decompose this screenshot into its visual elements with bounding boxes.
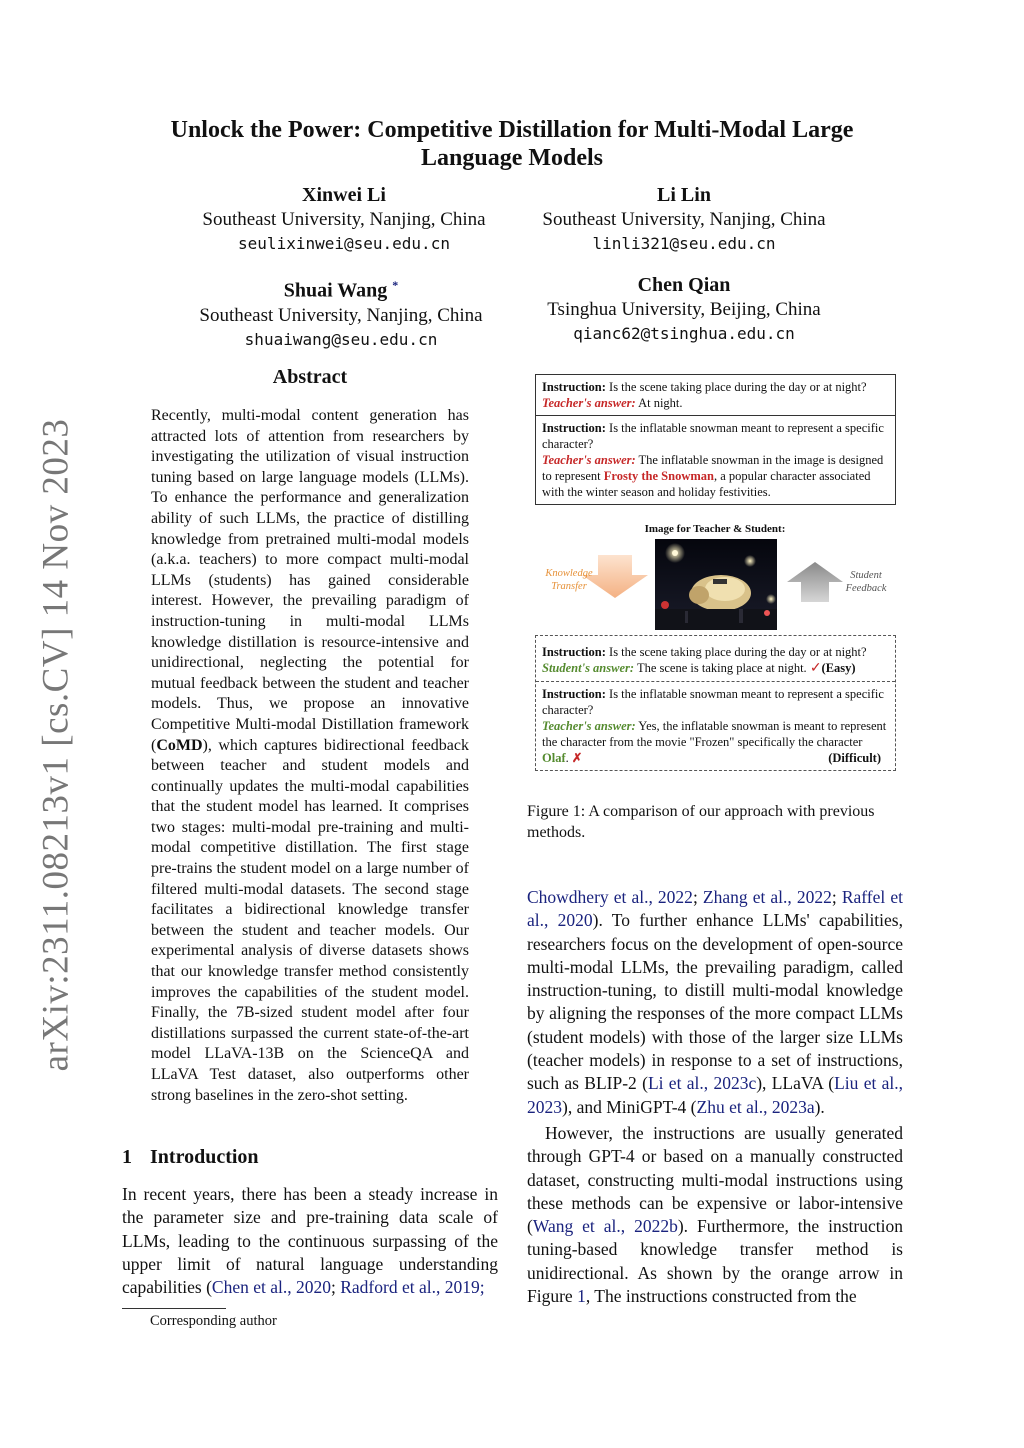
citation-link[interactable]: Liu et al., 2023 bbox=[527, 1073, 904, 1117]
corresponding-mark: * bbox=[392, 278, 399, 292]
student-qa-box bbox=[535, 635, 896, 771]
citation-link[interactable]: Zhu et al., 2023a bbox=[696, 1096, 815, 1117]
author-block-1 bbox=[154, 183, 534, 256]
author-name: Xinwei Li bbox=[302, 184, 386, 206]
author-email: linli321@seu.edu.cn bbox=[592, 234, 776, 253]
author-name: Chen Qian bbox=[637, 274, 731, 296]
paragraph: However, the instructions are usually generated through GPT-4 or based on a manually constructed dataset, constructing multi-modal instructions using these methods can be expensive or labor-intensive (Wang et al., 2022b). Furthermore, the instruction tuning-based knowledge transfer method is unidirectional. As shown by the orange arrow in Figure 1, The instructions constructed from the bbox=[527, 1122, 903, 1307]
footnote: Corresponding author bbox=[150, 1313, 277, 1329]
citation-link[interactable]: Chowdhery et al., 2022 bbox=[527, 887, 693, 907]
author-affiliation: Southeast University, Nanjing, China bbox=[199, 304, 483, 326]
citation-link[interactable]: Radford et al., 2019 bbox=[340, 1277, 480, 1298]
author-email: shuaiwang@seu.edu.cn bbox=[244, 329, 438, 349]
cross-icon: ✗ bbox=[571, 751, 583, 765]
qa-item: Instruction: Is the inflatable snowman meant to represent a specific character? Teacher's answer: The inflatable snowman in the image is designed to represent Frosty the Snowman, a popular character associated with the winter season and holiday festivities. bbox=[536, 415, 895, 504]
footnote-rule bbox=[122, 1308, 226, 1309]
paragraph: Chowdhery et al., 2022; Zhang et al., 2022; Raffel et al., 2020). To further enhance LLMs' capabilities, researchers focus on the development of open-source multi-modal LLMs, the prevailing paradigm, called instruction-tuning, to distill multi-modal knowledge by aligning the responses of the more compact LLMs (student models) with those of the larger size LLMs (teacher models) in response to a set of instructions, such as BLIP-2 (Li et al., 2023c), LLaVA (Liu et al., 2023), and MiniGPT-4 (Zhu et al., 2023a). bbox=[527, 887, 904, 1117]
citation-link[interactable]: Wang et al., 2022b bbox=[532, 1216, 678, 1237]
author-email: seulixinwei@seu.edu.cn bbox=[238, 234, 450, 253]
section-heading: 1 Introduction bbox=[122, 1146, 259, 1168]
abstract-text: Recently, multi-modal content generation has attracted lots of attention from researchers by investigating the utilization of visual instruction tuning based on large language models (LLMs). To enhance the performance and generalization ability of such LLMs, the practice of distilling knowledge from pretrained multi-modal models (a.k.a. teachers) to more compact multi-modal LLMs (students) has gained considerable interest. However, the prevailing paradigm of instruction-tuning in multi-modal LLMs knowledge distillation is resource-intensive and unidirectional, neglecting the potential for mutual feedback between the student and teacher models. Thus, we propose an innovative Competitive Multi-modal Distillation framework (CoMD), which captures bidirectional feedback between teacher and student models and continually updates the multi-modal capabilities that the student model has learned. It comprises two stages: multi-modal pre-training and multi-modal competitive distillation. The first stage pre-trains the student model on a large number of filtered multi-modal datasets. The second stage facilitates a bidirectional knowledge transfer between the student and teacher models. Our experimental analysis of diverse datasets shows that our knowledge transfer method consistently improves the capabilities of the student model. Finally, the 7B-sized student model after four distillations surpassed the current state-of-the-art model LLaVA-13B on the ScienceQA and LLaVA Test dataset, also outperforms other strong baselines in the zero-shot setting. bbox=[151, 407, 469, 1104]
author-affiliation: Southeast University, Nanjing, China bbox=[202, 209, 486, 230]
right-column-text bbox=[527, 886, 903, 1308]
figure-photo bbox=[655, 539, 777, 630]
arxiv-stamp: arXiv:2311.08213v1 [cs.CV] 14 Nov 2023 bbox=[35, 418, 77, 1072]
author-email: qianc62@tsinghua.edu.cn bbox=[573, 324, 795, 343]
intro-text: In recent years, there has been a steady increase in the parameter size and pre-training data scale of LLMs, leading to the continuous surpassing of the upper limit of natural language understanding capabilities (Chen et al., 2020; Radford et al., 2019; bbox=[122, 1184, 498, 1298]
image-caption: Image for Teacher & Student: bbox=[644, 523, 786, 535]
paper-title: Unlock the Power: Competitive Distillation for Multi-Modal Large Language Models bbox=[170, 117, 854, 171]
citation-link[interactable]: Zhang et al., 2022 bbox=[702, 887, 832, 907]
night-snowman-image bbox=[655, 539, 777, 630]
author-name: Shuai Wang bbox=[283, 279, 388, 302]
framework-name: CoMD bbox=[156, 736, 203, 754]
citation-link[interactable]: Li et al., 2023c bbox=[647, 1073, 757, 1094]
qa-item: Instruction: Is the inflatable snowman meant to represent a specific character? Teacher's answer: Yes, the inflatable snowman is meant to represent the character from the movie "Frozen" specifically the character Olaf. ✗ (Difficult) bbox=[536, 681, 895, 770]
qa-item: Instruction: Is the scene taking place during the day or at night? Teacher's answer: At night. bbox=[542, 380, 867, 410]
student-feedback-label: Student Feedback bbox=[845, 570, 887, 594]
citation-link[interactable]: Raffel et al., 2020 bbox=[527, 887, 903, 931]
abstract-heading: Abstract bbox=[272, 366, 348, 388]
qa-item: Instruction: Is the scene taking place during the day or at night? Student's answer: The scene is taking place at night. ✓(Easy) bbox=[542, 645, 867, 676]
author-block-3 bbox=[151, 273, 531, 352]
knowledge-transfer-label: Knowledge Transfer bbox=[545, 568, 593, 592]
citation-link[interactable]: Chen et al., 2020 bbox=[211, 1277, 331, 1298]
figure-ref-link[interactable]: 1 bbox=[577, 1286, 586, 1307]
author-affiliation: Southeast University, Nanjing, China bbox=[542, 209, 826, 230]
figure-caption: Figure 1: A comparison of our approach with previous methods. bbox=[527, 803, 875, 841]
author-block-4 bbox=[494, 273, 874, 346]
author-affiliation: Tsinghua University, Beijing, China bbox=[547, 299, 821, 320]
check-icon: ✓ bbox=[809, 661, 822, 676]
author-block-2 bbox=[494, 183, 874, 256]
author-name: Li Lin bbox=[657, 184, 711, 206]
teacher-qa-box bbox=[535, 374, 896, 505]
